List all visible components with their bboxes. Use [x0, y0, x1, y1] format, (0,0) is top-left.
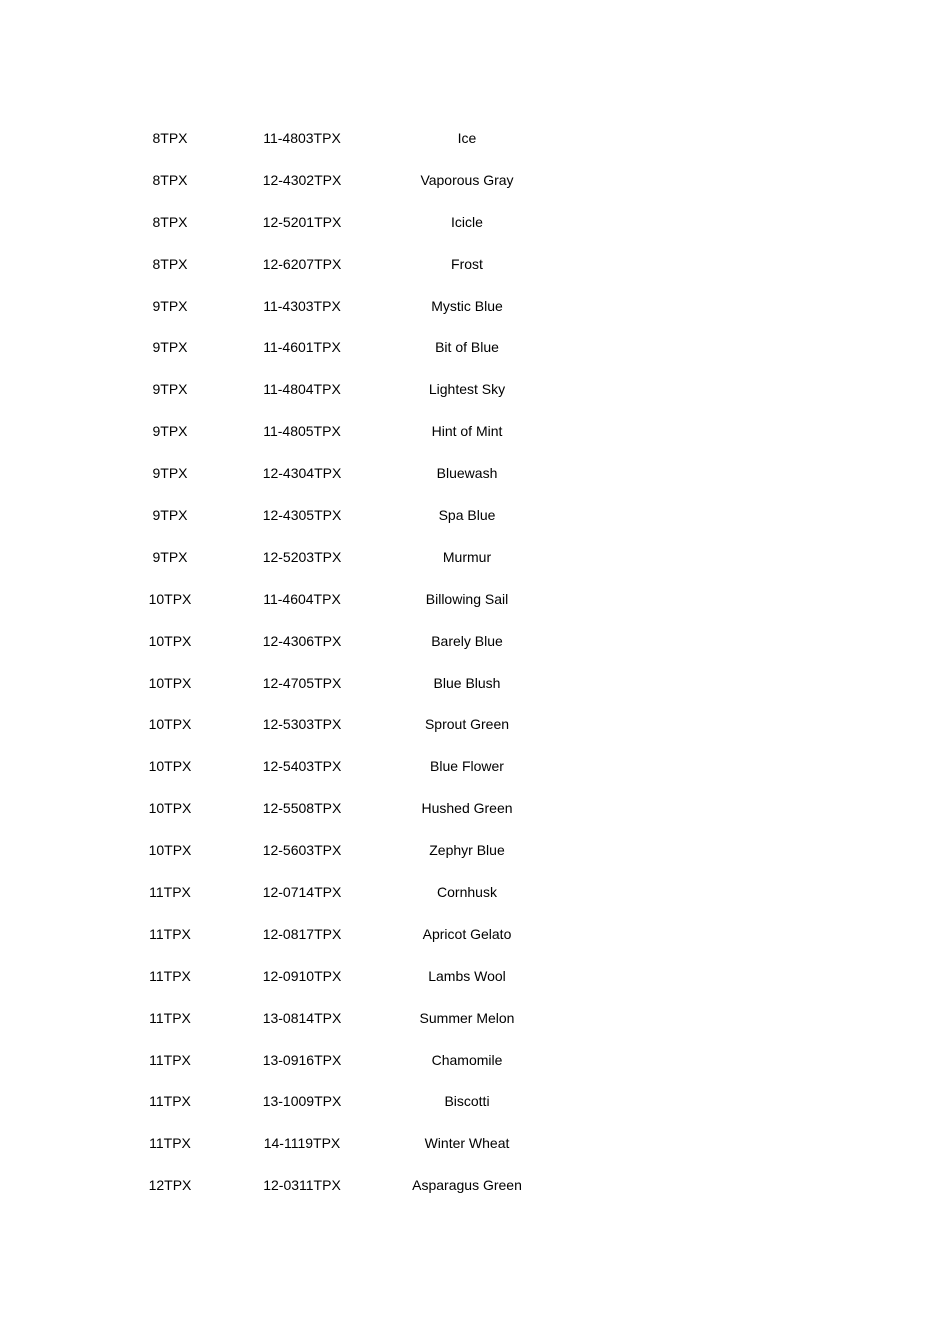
table-row: [0, 160, 950, 202]
group-cell: 9TPX: [152, 548, 188, 565]
table-row: [0, 495, 950, 537]
code-cell: 12-5403TPX: [262, 758, 342, 775]
group-cell: 10TPX: [148, 632, 192, 649]
group-cell: 10TPX: [148, 716, 192, 733]
group-cell: 11TPX: [149, 1093, 191, 1110]
table-row: [0, 579, 950, 621]
table-row: [0, 537, 950, 579]
code-cell: 14-1119TPX: [263, 1135, 341, 1152]
table-row: [0, 704, 950, 746]
group-cell: 11TPX: [149, 1051, 191, 1068]
group-cell: 11TPX: [149, 884, 191, 901]
code-cell: 11-4805TPX: [263, 423, 341, 440]
group-cell: 9TPX: [152, 465, 188, 482]
code-cell: 11-4303TPX: [263, 297, 341, 314]
table-row: [0, 621, 950, 663]
name-cell: Winter Wheat: [424, 1135, 510, 1152]
name-cell: Zephyr Blue: [429, 842, 505, 859]
group-cell: 12TPX: [148, 1177, 192, 1194]
table-row: [0, 1123, 950, 1165]
name-cell: Mystic Blue: [431, 297, 503, 314]
table-row: [0, 244, 950, 286]
table-row: [0, 663, 950, 705]
code-cell: 12-0817TPX: [262, 925, 342, 942]
table-row: [0, 411, 950, 453]
name-cell: Apricot Gelato: [422, 925, 512, 942]
name-cell: Icicle: [451, 213, 483, 230]
group-cell: 8TPX: [152, 130, 188, 146]
group-cell: 8TPX: [152, 213, 188, 230]
table-row: [0, 746, 950, 788]
group-cell: 9TPX: [152, 381, 188, 398]
name-cell: Frost: [451, 255, 483, 272]
code-cell: 12-0714TPX: [262, 884, 342, 901]
code-cell: 12-5303TPX: [262, 716, 342, 733]
name-cell: Barely Blue: [431, 632, 503, 649]
group-cell: 11TPX: [149, 967, 191, 984]
table-row: [0, 998, 950, 1040]
name-cell: Biscotti: [444, 1093, 490, 1110]
name-cell: Asparagus Green: [412, 1177, 522, 1194]
name-cell: Cornhusk: [437, 884, 497, 901]
name-cell: Chamomile: [431, 1051, 503, 1068]
table-row: [0, 327, 950, 369]
code-cell: 11-4804TPX: [263, 381, 341, 398]
name-cell: Blue Flower: [430, 758, 504, 775]
name-cell: Hint of Mint: [431, 423, 503, 440]
name-cell: Sprout Green: [424, 716, 510, 733]
group-cell: 11TPX: [149, 1135, 191, 1152]
table-row: [0, 788, 950, 830]
code-cell: 11-4604TPX: [263, 590, 341, 607]
code-cell: 12-5203TPX: [262, 548, 342, 565]
code-cell: 13-0916TPX: [262, 1051, 342, 1068]
group-cell: 10TPX: [148, 842, 192, 859]
table-row: [0, 118, 950, 160]
color-list-table: [0, 118, 950, 1207]
table-row: [0, 872, 950, 914]
group-cell: 11TPX: [149, 925, 191, 942]
group-cell: 9TPX: [152, 507, 188, 524]
group-cell: 10TPX: [148, 758, 192, 775]
group-cell: 10TPX: [148, 590, 192, 607]
group-cell: 10TPX: [148, 674, 192, 691]
code-cell: 13-0814TPX: [262, 1009, 342, 1026]
name-cell: Murmur: [442, 548, 492, 565]
group-cell: 9TPX: [152, 339, 188, 356]
name-cell: Bluewash: [436, 465, 498, 482]
code-cell: 11-4601TPX: [263, 339, 341, 356]
group-cell: 8TPX: [152, 255, 188, 272]
table-row: [0, 1081, 950, 1123]
name-cell: Hushed Green: [421, 800, 513, 817]
name-cell: Billowing Sail: [425, 590, 509, 607]
table-row: [0, 1165, 950, 1207]
name-cell: Bit of Blue: [435, 339, 499, 356]
code-cell: 12-5201TPX: [262, 213, 342, 230]
code-cell: 13-1009TPX: [262, 1093, 342, 1110]
group-cell: 8TPX: [152, 171, 188, 188]
table-row: [0, 202, 950, 244]
table-row: [0, 1040, 950, 1082]
group-cell: 10TPX: [148, 800, 192, 817]
group-cell: 9TPX: [152, 423, 188, 440]
name-cell: Lambs Wool: [428, 967, 506, 984]
table-row: [0, 956, 950, 998]
code-cell: 12-4304TPX: [262, 465, 342, 482]
table-row: [0, 369, 950, 411]
code-cell: 12-0910TPX: [262, 967, 342, 984]
table-row: [0, 830, 950, 872]
code-cell: 12-4306TPX: [262, 632, 342, 649]
table-row: [0, 453, 950, 495]
name-cell: Blue Blush: [433, 674, 501, 691]
name-cell: Spa Blue: [438, 507, 496, 524]
code-cell: 12-4705TPX: [262, 674, 342, 691]
code-cell: 12-4302TPX: [262, 171, 342, 188]
table-row: [0, 286, 950, 328]
code-cell: 12-0311TPX: [263, 1177, 341, 1194]
code-cell: 12-5603TPX: [262, 842, 342, 859]
name-cell: Summer Melon: [419, 1009, 515, 1026]
code-cell: 12-4305TPX: [262, 507, 342, 524]
group-cell: 9TPX: [152, 297, 188, 314]
code-cell: 12-5508TPX: [262, 800, 342, 817]
table-row: [0, 914, 950, 956]
code-cell: 12-6207TPX: [262, 255, 342, 272]
name-cell: Lightest Sky: [428, 381, 506, 398]
name-cell: Ice: [457, 130, 477, 146]
code-cell: 11-4803TPX: [263, 130, 341, 146]
name-cell: Vaporous Gray: [420, 171, 514, 188]
group-cell: 11TPX: [149, 1009, 191, 1026]
